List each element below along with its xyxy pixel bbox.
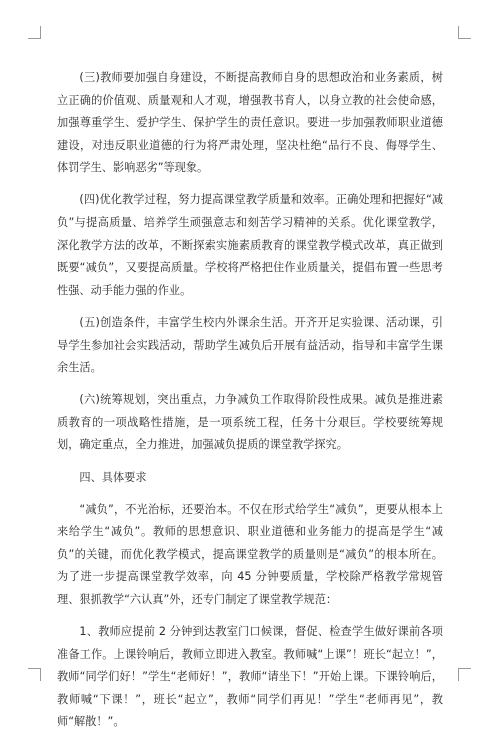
- paragraph-extracurricular-life: (五)创造条件，丰富学生校内外课余生活。开齐开足实验课、活动课，引导学生参加社会实践活动，帮助学生减负后开展有益活动，指导和丰富学生课余生活。: [57, 315, 443, 375]
- crop-mark-top-right: [458, 26, 471, 39]
- section-heading-requirements: 四、具体要求: [79, 470, 147, 484]
- paragraph-overall-planning: (六)统筹规划，突出重点，力争减负工作取得阶段性成果。减负是推进素质教育的一项战略性措施，是一项系统工程，任务十分艰巨。学校要统筹规划，确定重点，全力推进，加强减负提质的课堂教学探究。: [57, 393, 443, 452]
- crop-mark-bottom-left: [28, 668, 41, 681]
- crop-mark-bottom-right: [458, 668, 471, 681]
- paragraph-optimize-teaching: (四)优化教学过程，努力提高课堂教学质量和效率。正确处理和把握好“减负”与提高质量、培养学生顽强意志和刻苦学习精神的关系。优化课堂教学，深化教学方法的改革，不断探索实施素质教育的课堂教学模式改革，真正做到既要“减负”，又要提高质量。学校将严格把住作业质量关，提倡布置一些思考性强、动手能力强的作业。: [57, 193, 443, 297]
- paragraph-reduce-burden: “减负”，不光治标，还要治本。不仅在形式给学生“减负”，更要从根本上来给学生“减负”。教师的思想意识、职业道德和业务能力的提高是学生“减负”的关键，而优化教学模式，提高课堂教学的质量则是“减负”的根本所在。为了进一步提高课堂教学效率，向 45 分钟要质量，学校除严格教学常规管理、狠抓教学“六认真”外，还专门制定了课堂教学规范：: [57, 502, 443, 606]
- paragraph-class-rules: 1、教师应提前 2 分钟到达教室门口候课，督促、检查学生做好课前各项准备工作。上课铃响后，教师立即进入教室。教师喊“上课”！班长“起立！”，教师“同学们好！”学生“老师好！”，教师“请坐下！”开始上课。下课铃响后，教师喊“下课！”，班长“起立”，教师“同学们再见！”学生“老师再见”，教师“解散！”。: [57, 625, 443, 729]
- document-body: [57, 67, 443, 744]
- crop-mark-top-left: [28, 26, 41, 39]
- paragraph-teacher-development: (三)教师要加强自身建设，不断提高教师自身的思想政治和业务素质，树立正确的价值观、质量观和人才观，增强教书育人，以身立教的社会使命感，加强尊重学生、爱护学生、保护学生的责任意识。要进一步加强教师职业道德建设，对违反职业道德的行为将严肃处理，坚决杜绝“品行不良、侮辱学生、体罚学生、影响恶劣”等现象。: [57, 71, 443, 175]
